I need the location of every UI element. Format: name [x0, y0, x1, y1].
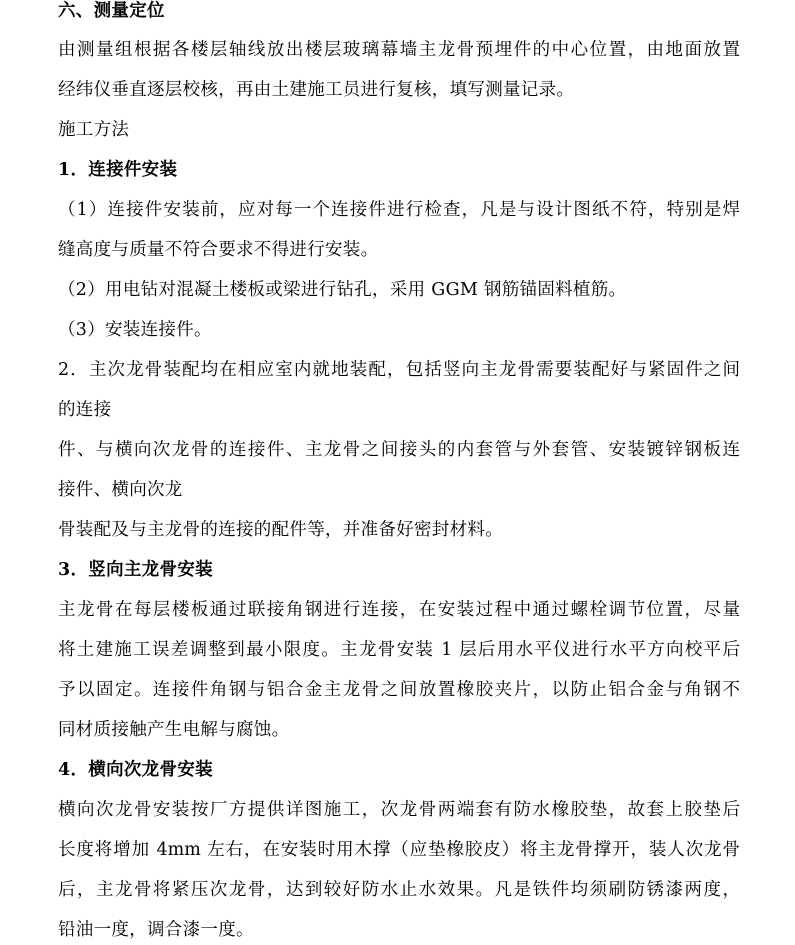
paragraph-line: 件、与横向次龙骨的连接件、主龙骨之间接头的内套管与外套管、安装镀锌钢板连: [58, 440, 740, 460]
paragraph-line: 经纬仪垂直逐层校核，再由土建施工员进行复核，填写测量记录。: [58, 80, 575, 100]
paragraph-line: 接件、横向次龙: [58, 480, 183, 500]
paragraph-line: 由测量组根据各楼层轴线放出楼层玻璃幕墙主龙骨预埋件的中心位置，由地面放置: [58, 40, 740, 60]
step-heading-vertical-mullion: 3．竖向主龙骨安装: [58, 560, 213, 580]
section-heading-measurement: 六、测量定位: [58, 1, 165, 21]
paragraph-line: 主龙骨在每层楼板通过联接角钢进行连接，在安装过程中通过螺栓调节位置，尽量: [58, 600, 740, 620]
paragraph-line: 骨装配及与主龙骨的连接的配件等，并准备好密封材料。: [58, 520, 503, 540]
paragraph-line: 长度将增加 4mm 左右，在安装时用木撑（应垫橡胶皮）将主龙骨撑开，装人次龙骨: [58, 840, 740, 860]
step-heading-horizontal-transom: 4．横向次龙骨安装: [58, 760, 213, 780]
paragraph-line: 的连接: [58, 400, 112, 420]
paragraph-line: 予以固定。连接件角钢与铝合金主龙骨之间放置橡胶夹片，以防止铝合金与角钢不: [58, 680, 740, 700]
method-label: 施工方法: [58, 120, 130, 140]
paragraph-line: 横向次龙骨安装按厂方提供详图施工，次龙骨两端套有防水橡胶垫，故套上胶垫后: [58, 800, 740, 820]
paragraph-line: 缝高度与质量不符合要求不得进行安装。: [58, 240, 379, 260]
list-item: （3）安装连接件。: [58, 320, 212, 340]
list-item: （2）用电钻对混凝土楼板或梁进行钻孔，采用 GGM 钢筋锚固料植筋。: [58, 280, 627, 300]
paragraph-line: （1）连接件安装前，应对每一个连接件进行检查，凡是与设计图纸不符，特别是焊: [58, 200, 740, 220]
paragraph-line: 将土建施工误差调整到最小限度。主龙骨安装 1 层后用水平仪进行水平方向校平后: [58, 640, 740, 660]
step-heading-connector-install: 1．连接件安装: [58, 160, 178, 180]
paragraph-line: 2．主次龙骨装配均在相应室内就地装配，包括竖向主龙骨需要装配好与紧固件之间: [58, 360, 740, 380]
paragraph-line: 后，主龙骨将紧压次龙骨，达到较好防水止水效果。凡是铁件均须刷防锈漆两度，: [58, 880, 740, 900]
paragraph-line: 铅油一度，调合漆一度。: [58, 920, 254, 940]
paragraph-line: 同材质接触产生电解与腐蚀。: [58, 720, 290, 740]
